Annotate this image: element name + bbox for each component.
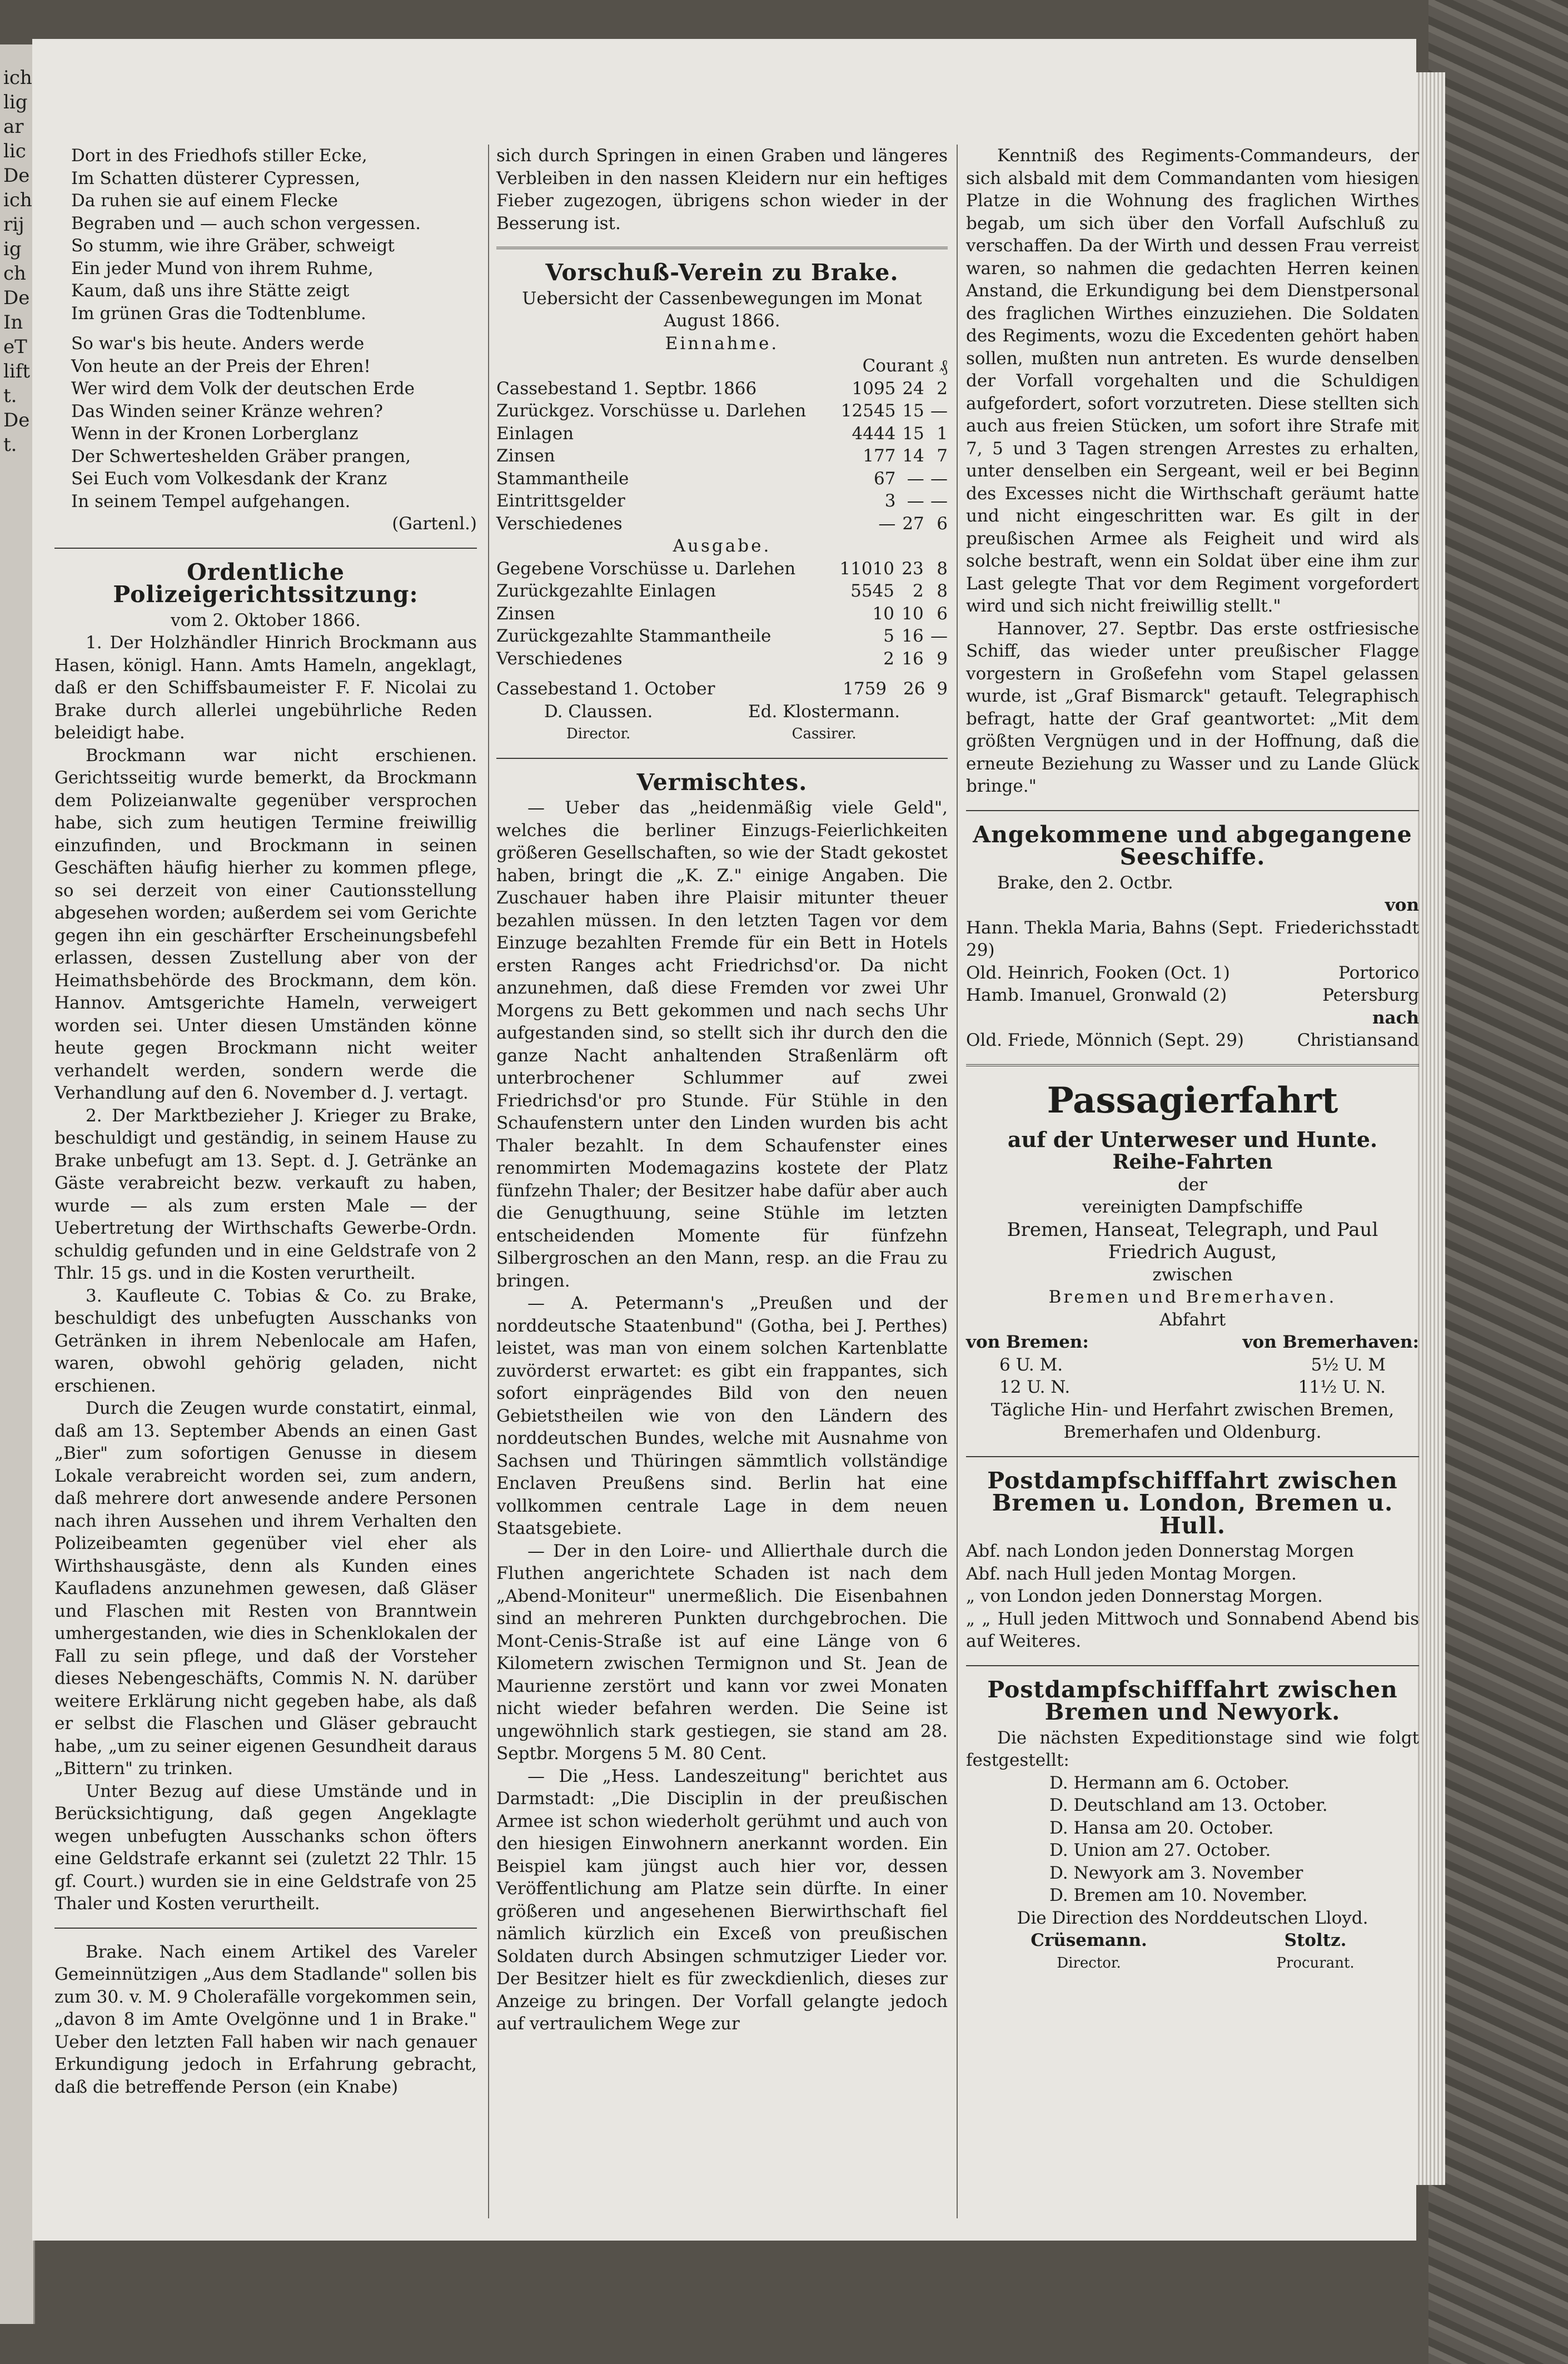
ausgabe-row <box>496 603 948 625</box>
column-3-articles <box>966 145 1419 798</box>
column-3-paragraph: Hannover, 27. Septbr. Das erste ostfriesische Schiff, das wieder unter preußischer Flagge vorgestern in Großefehn vom Stapel gelassen wurde, ist „Graf Bismarck" getauft. Telegraphisch befragt, hatte der Graf geantwortet: „Mit dem größten Vergnügen und in der Hoffnung, daß die erneute Beziehung zu Wasser und zu Lande Glück bringe." <box>966 618 1419 796</box>
poem-line: Das Winden seiner Kränze wehren? <box>71 401 384 421</box>
amount-groschen: 27 <box>902 513 924 534</box>
post2-heading: Postdampfschifffahrt zwischen Bremen und Newyork. <box>987 1676 1398 1725</box>
ships-arrived <box>966 917 1419 1007</box>
poem-stanza-1 <box>54 145 477 325</box>
amount-thaler: 5545 <box>850 581 894 601</box>
ferry-time-row <box>966 1354 1419 1377</box>
ships-date: Brake, den 2. Octbr. <box>997 872 1173 893</box>
post2-date: D. Bremen am 10. November. <box>1049 1885 1308 1905</box>
divider <box>966 1456 1419 1457</box>
post1-line: Abf. nach Hull jeden Montag Morgen. <box>966 1563 1297 1584</box>
amount-groschen: 2 <box>912 581 924 601</box>
poem <box>54 145 477 535</box>
final-balance <box>496 678 948 701</box>
post2-date: D. Union am 27. October. <box>1049 1840 1271 1860</box>
adjacent-page-fragment: De <box>3 165 30 187</box>
poem-line: Im Schatten düsterer Cypressen, <box>71 168 361 188</box>
column-1 <box>54 145 477 2098</box>
amount-groschen: 24 <box>902 378 924 399</box>
amount-groschen: 15 <box>902 401 924 421</box>
poem-line: Sei Euch vom Volkesdank der Kranz <box>71 469 387 489</box>
post1-line: Abf. nach London jeden Donnerstag Morgen <box>966 1541 1354 1561</box>
einnahme-row <box>496 423 948 445</box>
poem-source: (Gartenl.) <box>392 514 477 534</box>
police-paragraph: Unter Bezug auf diese Umstände und in Berücksichtigung, daß gegen Angeklagte wegen unbefugten Ausschanks schon öfters eine Geldstrafe erkannt sei (zuletzt 22 Thlr. 15 gf. Court.) wurden sie in eine Geldstrafe von 25 Thaler und Kosten verurtheilt. <box>54 1781 477 1914</box>
amount-groschen: — <box>907 491 924 511</box>
post1-schedule <box>966 1540 1419 1653</box>
poem-line: Wenn in der Kronen Lorberglanz <box>71 424 359 444</box>
adjacent-page-fragment: lift <box>3 360 30 383</box>
poem-line: Dort in des Friedhofs stiller Ecke, <box>71 146 367 166</box>
amount-pfennig: — <box>930 626 948 646</box>
post2-date: D. Hermann am 6. October. <box>1049 1772 1290 1793</box>
post2-date: D. Hansa am 20. October. <box>1049 1817 1274 1838</box>
post2-direction: Die Direction des Norddeutschen Lloyd. <box>1017 1908 1368 1928</box>
poem-line: Wer wird dem Volk der deutschen Erde <box>71 379 415 399</box>
ferry-boats: Bremen, Hanseat, Telegraph, und Paul Friedrich August, <box>1007 1218 1378 1263</box>
adjacent-page-fragment: In <box>3 311 23 334</box>
police-paragraph: 3. Kaufleute C. Tobias & Co. zu Brake, beschuldigt des unbefugten Ausschanks von Getränken in ihrem Nebenlocale am Hafen, waren, obwohl gehörig geladen, nicht erschienen. <box>54 1285 477 1396</box>
final-row <box>496 678 948 701</box>
ship-name: Old. Heinrich, Fooken (Oct. 1) <box>966 962 1230 983</box>
ships-von-label: von <box>1385 895 1419 915</box>
row-label: Zinsen <box>496 603 555 624</box>
police-heading: Ordentliche Polizeigerichtssitzung: <box>113 558 419 608</box>
amount-pfennig: 1 <box>937 423 948 444</box>
ausgabe-label: Ausgabe. <box>673 536 771 556</box>
row-label: Einlagen <box>496 423 574 444</box>
adjacent-page-fragment: t. <box>3 434 17 456</box>
amount-groschen: 10 <box>902 603 924 624</box>
ferry-daily: Tägliche Hin- und Herfahrt zwischen Bremen, Bremerhafen und Oldenburg. <box>990 1399 1395 1442</box>
adjacent-page-fragment: t. <box>3 385 17 407</box>
poem-line: In seinem Tempel aufgehangen. <box>71 491 351 511</box>
einnahme-row <box>496 445 948 468</box>
ship-name: Hamb. Imanuel, Gronwald (2) <box>966 985 1227 1005</box>
vermischtes-paragraph: — Ueber das „heidenmäßig viele Geld", welches die berliner Einzugs-Feierlichkeiten größeren Gesellschaften, so wie der Stadt gekostet haben, bringt die „K. Z." einige Angaben. Die Zuschauer haben ihre Plaisir mitunter theuer bezahlen müssen. In den letzten Tagen vor dem Einzuge bezahlten Fremde für ein Bett in Hotels ersten Ranges acht Friedrichsd'or. Da nicht anzunehmen, daß diese Fremden vor zwei Uhr Morgens zu Bett gekommen und nach sechs Uhr aufgestanden sind, so stellt sich ihr durch den die ganze Nacht anhaltenden Straßenlärm oft unterbrochener Schlummer auf zwei Friedrichsd'or pro Stunde. Für Stühle in den Schaufenstern unter den Linden wurden bis acht Thaler bezahlt. In dem Schaufenster eines renommirten Modemagazins kostete der Platz fünfzehn Thaler; der Besitzer habe dafür aber auch die Genugthuung, seine Stühle im letzten entscheidenden Momente für fünfzehn Silbergroschen an den Mann, resp. an die Frau zu bringen. <box>496 798 948 1291</box>
amount-thaler: 2 <box>883 648 894 669</box>
column-3 <box>966 145 1419 1974</box>
amount-groschen: 26 <box>903 679 925 699</box>
ferry-to-label: von Bremerhaven: <box>1242 1332 1419 1352</box>
post1-line: „ „ Hull jeden Mittwoch und Sonnabend Abend bis auf Weiteres. <box>966 1608 1419 1651</box>
row-label: Stammantheile <box>496 468 629 489</box>
divider <box>54 548 477 549</box>
ferry-abfahrt: Abfahrt <box>1159 1309 1226 1330</box>
currency-header: Courant ₰ <box>862 356 948 376</box>
adjacent-page-fragment: De <box>3 287 30 309</box>
divider <box>966 810 1419 811</box>
signature-role: Cassirer. <box>792 726 857 742</box>
ferry-zwischen: zwischen <box>1152 1264 1233 1285</box>
divider <box>496 758 948 759</box>
ship-name: Hann. Thekla Maria, Bahns (Sept. 29) <box>966 917 1264 960</box>
ausgabe-row <box>496 648 948 671</box>
ferry-reihe: Reihe-Fahrten <box>1112 1150 1273 1174</box>
row-label: Cassebestand 1. October <box>496 679 715 699</box>
adjacent-page-fragment: eT <box>3 336 27 358</box>
amount-thaler: 1095 <box>852 378 896 399</box>
poem-line: Der Schwerteshelden Gräber prangen, <box>71 446 411 466</box>
ferry-subtitle: auf der Unterweser und Hunte. <box>1007 1126 1378 1152</box>
amount-groschen: — <box>907 468 924 489</box>
police-date: vom 2. Oktober 1866. <box>171 610 361 630</box>
amount-pfennig: 8 <box>937 558 948 579</box>
row-label: Gegebene Vorschüsse u. Darlehen <box>496 558 796 579</box>
police-paragraph: Brockmann war nicht erschienen. Gerichtsseitig wurde bemerkt, da Brockmann dem Polizeianwalte gegenüber versprochen habe, sich zum heutigen Termine freiwillig einzufinden, und Brockmann in seinen Geschäften häufig hierher zu kommen pflege, so sei derzeit von einer Cautionsstellung abgesehen worden; außerdem sei vom Gerichte gegen ihn ein geschärfter Erscheinungsbefehl erlassen, dessen Zustellung aber von der Heimathsbehörde des Brockmann, dem kön. Hannov. Amtsgerichte Hameln, verweigert worden sei. Unter diesen Umständen könne heute gegen Brockmann nicht weiter verhandelt werden, sondern werde die Verhandlung auf den 6. November d. J. vertagt. <box>54 745 477 1103</box>
column-3-paragraph: Kenntniß des Regiments-Commandeurs, der sich alsbald mit dem Commandanten vom hiesigen Platze in die Wohnung des fraglichen Wirthes begab, um sich über den Vorfall Aufschluß zu verschaffen. Da der Wirth und dessen Frau verreist waren, so nahmen die gedachten Herren keinen Anstand, die Erkundigung bei dem Dienstpersonal des fraglichen Wirthes einzuziehen. Die Soldaten des Regiments, wozu die Excedenten gehört haben sollen, mußten nun antreten. Es wurde denselben der Vorfall vorgehalten und die Schuldigen aufgefordert, sofort vorzutreten. Diese stellten sich auch aus freien Stücken, um sofort ihre Strafe mit 7, 5 und 3 Tagen strengen Arrestes zu erhalten, unter denselben ein Sergeant, weil er bei Beginn des Excesses nicht die Wirthschaft geräumt hatte und nicht eingeschritten war. Es gilt in der preußischen Armee als Feigheit und wird als solche bestraft, wenn ein Soldat über eine ihm zur Last gelegte That vor dem Regiment vorgefordert wird und sich nicht freiwillig stellt." <box>966 146 1419 616</box>
ship-name: Old. Friede, Mönnich (Sept. 29) <box>966 1030 1245 1050</box>
ship-port: Petersburg <box>1322 985 1419 1005</box>
ships-departed <box>966 1029 1419 1052</box>
poem-line: Kaum, daß uns ihre Stätte zeigt <box>71 281 350 301</box>
signature-role: Director. <box>1057 1954 1121 1971</box>
amount-thaler: — <box>878 513 896 534</box>
row-label: Zurückgezahlte Stammantheile <box>496 626 771 646</box>
row-label: Verschiedenes <box>496 648 623 669</box>
post2-signatures <box>966 1929 1419 1974</box>
vermischtes-heading: Vermischtes. <box>636 768 808 796</box>
adjacent-page-fragment: lig <box>3 91 28 113</box>
amount-thaler: 5 <box>883 626 894 646</box>
ferry-time-row <box>966 1376 1419 1399</box>
ausgabe-row <box>496 625 948 648</box>
einnahme-row <box>496 513 948 535</box>
signature-name: Ed. Klostermann. <box>748 701 900 722</box>
amount-pfennig: 9 <box>937 679 948 699</box>
einnahme-label: Einnahme. <box>665 333 779 354</box>
poem-line: Da ruhen sie auf einem Flecke <box>71 191 338 211</box>
divider <box>966 1064 1419 1066</box>
amount-pfennig: — <box>930 401 948 421</box>
signature-name: Stoltz. <box>1284 1930 1347 1950</box>
amount-thaler: 11010 <box>839 558 894 579</box>
ship-port: Portorico <box>1338 962 1419 983</box>
row-label: Verschiedenes <box>496 513 623 534</box>
ferry-from-label: von Bremen: <box>966 1332 1089 1352</box>
amount-pfennig: 6 <box>937 513 948 534</box>
adjacent-page-fragment: De <box>3 409 30 431</box>
amount-thaler: 10 <box>872 603 894 624</box>
signature-name: D. Claussen. <box>544 701 653 722</box>
amount-thaler: 4444 <box>852 423 896 444</box>
amount-pfennig: 7 <box>937 446 948 466</box>
police-paragraph: Durch die Zeugen wurde constatirt, einmal, daß am 13. September Abends an einen Gast „Bier" zum sofortigen Genusse in diesem Lokale verabreicht worden sei, zum andern, daß mehrere dort anwesende andere Personen nach ihren Aussehen und ihrem Verhalten den Polizeibeamten gegenüber viel eher als Wirthshausgäste, denn als Kunden eines Kaufladens anzunehmen gewesen, daß Gläser und Flaschen mit Resten von Branntwein umhergestanden, wie dies in Schenklokalen der Fall zu sein pflege, und daß der Vorsteher dieses Nebengeschäfts, Commis N. N. darüber weitere Erklärung nicht gegeben habe, als daß er selbst die Flaschen und Gläser gebraucht habe, „um zu seiner eigenen Gesundheit daraus „Bittern" zu trinken. <box>54 1398 477 1779</box>
post2-intro: Die nächsten Expeditionstage sind wie folgt festgestellt: <box>966 1727 1419 1770</box>
poem-line: So stumm, wie ihre Gräber, schweigt <box>71 236 395 256</box>
einnahme-row <box>496 400 948 423</box>
ausgabe-row <box>496 580 948 603</box>
amount-pfennig: — <box>930 468 948 489</box>
ship-row <box>966 962 1419 985</box>
signature-role: Procurant. <box>1276 1954 1355 1971</box>
amount-groschen: 14 <box>902 446 924 466</box>
ausgabe-table <box>496 558 948 671</box>
police-report <box>54 632 477 1915</box>
amount-groschen: 16 <box>902 626 924 646</box>
ship-port: Friederichsstadt <box>1275 917 1419 938</box>
vermischtes-articles <box>496 797 948 2035</box>
ship-row <box>966 1029 1419 1052</box>
row-label: Cassebestand 1. Septbr. 1866 <box>496 378 757 399</box>
amount-pfennig: 8 <box>937 581 948 601</box>
signature-name: Crüsemann. <box>1031 1930 1147 1950</box>
poem-line: Im grünen Gras die Todtenblume. <box>71 303 366 324</box>
amount-pfennig: 6 <box>937 603 948 624</box>
adjacent-page-fragment: ar <box>3 116 24 138</box>
verein-subtitle: Uebersicht der Cassenbewegungen im Monat August 1866. <box>522 288 922 331</box>
ship-row <box>966 917 1419 962</box>
ausgabe-row <box>496 558 948 580</box>
row-label: Zurückgez. Vorschüsse u. Darlehen <box>496 401 807 421</box>
book-cover <box>1428 0 1568 2364</box>
amount-thaler: 3 <box>884 491 896 511</box>
adjacent-page-edge <box>0 44 35 2324</box>
einnahme-row <box>496 378 948 400</box>
newspaper-page <box>32 39 1419 2241</box>
amount-thaler: 177 <box>863 446 896 466</box>
police-paragraph: 2. Der Marktbezieher J. Krieger zu Brake, beschuldigt und geständig, in seinem Hause zu Brake unbefugt am 13. Sept. d. J. Getränke an Gäste verabreicht bezw. verkauft zu haben, wurde — als zum ersten Male — der Uebertretung der Wirthschafts Gewerbe-Ordn. schuldig gefunden und in eine Geldstrafe von 2 Thlr. 15 gs. und in die Kosten verurtheilt. <box>54 1105 477 1283</box>
ferry-route: Bremen und Bremerhaven. <box>1048 1287 1337 1307</box>
adjacent-page-fragment: lic <box>3 140 26 162</box>
ferry-vereinigten: vereinigten Dampfschiffe <box>1082 1197 1303 1217</box>
vermischtes-paragraph: — Der in den Loire- und Allierthale durch die Fluthen angerichtete Schaden ist nach dem „Abend-Moniteur" unermeßlich. Die Eisenbahnen sind an mehreren Punkten durchgebrochen. Die Mont-Cenis-Straße ist auf eine Länge von 6 Kilometern zwischen Termignon und St. Jean de Maurienne zerstört und kann vor zwei Monaten nicht wieder befahren werden. Die Seine ist ungewöhnlich stark gestiegen, sie stand am 28. Septbr. Morgens 5 M. 80 Cent. <box>496 1541 948 1764</box>
column-rule <box>488 145 489 2218</box>
ferry-times-header <box>966 1331 1419 1354</box>
ferry-time-to: 5½ U. M <box>1311 1354 1386 1375</box>
einnahme-row <box>496 468 948 490</box>
verein-signatures <box>496 701 948 746</box>
column-2 <box>496 145 948 2035</box>
adjacent-page-fragment: ich <box>3 67 32 89</box>
amount-pfennig: — <box>930 491 948 511</box>
amount-pfennig: 9 <box>937 648 948 669</box>
poem-line: Ein jeder Mund von ihrem Ruhme, <box>71 258 374 279</box>
adjacent-page-fragment: ch <box>3 262 26 285</box>
poem-line: Von heute an der Preis der Ehren! <box>71 356 371 376</box>
ferry-der: der <box>1177 1174 1207 1195</box>
adjacent-page-fragment: ich <box>3 189 32 211</box>
einnahme-table <box>496 378 948 535</box>
signature-role: Director. <box>566 726 631 742</box>
police-paragraph: 1. Der Holzhändler Hinrich Brockmann aus Hasen, königl. Hann. Amts Hameln, angeklagt, daß er den Schiffsbaumeister F. F. Nicolai zu Brake durch allerlei ungebührliche Reden beleidigt habe. <box>54 633 477 743</box>
einnahme-row <box>496 490 948 513</box>
divider <box>54 1928 477 1929</box>
row-label: Zinsen <box>496 446 555 466</box>
poem-line: Begraben und — auch schon vergessen. <box>71 213 421 234</box>
column-2-continuation: sich durch Springen in einen Graben und längeres Verbleiben in den nassen Kleidern nur ein heftiges Fieber zugezogen, übrigens schon wieder in der Besserung ist. <box>496 146 948 234</box>
ships-heading: Angekommene und abgegangene Seeschiffe. <box>973 821 1412 870</box>
ferry-title: Passagierfahrt <box>1047 1079 1338 1121</box>
vermischtes-paragraph: — Die „Hess. Landeszeitung" berichtet aus Darmstadt: „Die Disciplin in der preußischen Armee ist schon wiederholt gerühmt und auch von den hiesigen Einwohnern anerkannt worden. Ein Beispiel kam jüngst auch hier vor, dessen Veröffentlichung am Platze sein dürfte. In einer größeren und angesehenen Bierwirthschaft fiel nämlich kürzlich ein Exceß von preußischen Soldaten durch Absingen schmutziger Lieder vor. Der Besitzer hielt es für zweckdienlich, dieses zur Anzeige zu bringen. Der Vorfall gelangte jedoch auf vertraulichem Wege zur <box>496 1766 948 2034</box>
ship-row <box>966 984 1419 1007</box>
amount-groschen: 15 <box>902 423 924 444</box>
amount-thaler: 1759 <box>843 679 887 699</box>
divider <box>966 1665 1419 1666</box>
post2-date: D. Newyork am 3. November <box>1049 1863 1303 1883</box>
ferry-time-from: 6 U. M. <box>999 1354 1063 1375</box>
amount-thaler: 67 <box>873 468 896 489</box>
amount-groschen: 16 <box>902 648 924 669</box>
ship-port: Christiansand <box>1297 1030 1419 1050</box>
adjacent-page-fragment: ig <box>3 238 22 260</box>
post1-line: „ von London jeden Donnerstag Morgen. <box>966 1586 1323 1606</box>
ferry-timetable <box>966 1354 1419 1399</box>
row-label: Eintrittsgelder <box>496 491 625 511</box>
amount-pfennig: 2 <box>937 378 948 399</box>
post1-heading: Postdampfschifffahrt zwischen Bremen u. London, Bremen u. Hull. <box>987 1467 1398 1539</box>
row-label: Zurückgezahlte Einlagen <box>496 581 716 601</box>
amount-groschen: 23 <box>902 558 924 579</box>
ships-nach-label: nach <box>1372 1007 1419 1028</box>
brake-note: Brake. Nach einem Artikel des Vareler Gemeinnützigen „Aus dem Stadlande" sollen bis zum 30. v. M. 9 Cholerafälle vorgekommen sein, „davon 8 im Amte Ovelgönne und 1 in Brake." Ueber den letzten Fall haben wir nach genauer Erkundigung jedoch in Erfahrung gebracht, daß die betreffende Person (ein Knabe) <box>54 1941 477 2097</box>
column-rule <box>957 145 958 2218</box>
vermischtes-paragraph: — A. Petermann's „Preußen und der norddeutsche Staatenbund" (Gotha, bei J. Perthes) leistet, was man von einem solchen Kartenblatte zuvörderst erwartet: es gibt ein frappantes, sich sofort einprägendes Bild von den neuen Gebietstheilen wie von den Ländern des norddeutschen Bundes, welche mit Ausnahme von Sachsen und Thüringen sämmtlich vollständige Enclaven Preußens sind. Berlin hat eine vollkommen centrale Lage in dem neuen Staatsgebiete. <box>496 1293 948 1538</box>
poem-line: So war's bis heute. Anders werde <box>71 334 365 354</box>
post2-dates <box>966 1772 1419 1907</box>
verein-heading: Vorschuß-Verein zu Brake. <box>545 259 899 286</box>
adjacent-page-fragment: rij <box>3 213 24 236</box>
ferry-time-to: 11½ U. N. <box>1298 1377 1386 1397</box>
poem-stanza-2 <box>54 332 477 513</box>
post2-date: D. Deutschland am 13. October. <box>1049 1795 1328 1815</box>
divider <box>496 247 948 249</box>
ferry-time-from: 12 U. N. <box>999 1377 1071 1397</box>
amount-thaler: 12545 <box>840 401 896 421</box>
